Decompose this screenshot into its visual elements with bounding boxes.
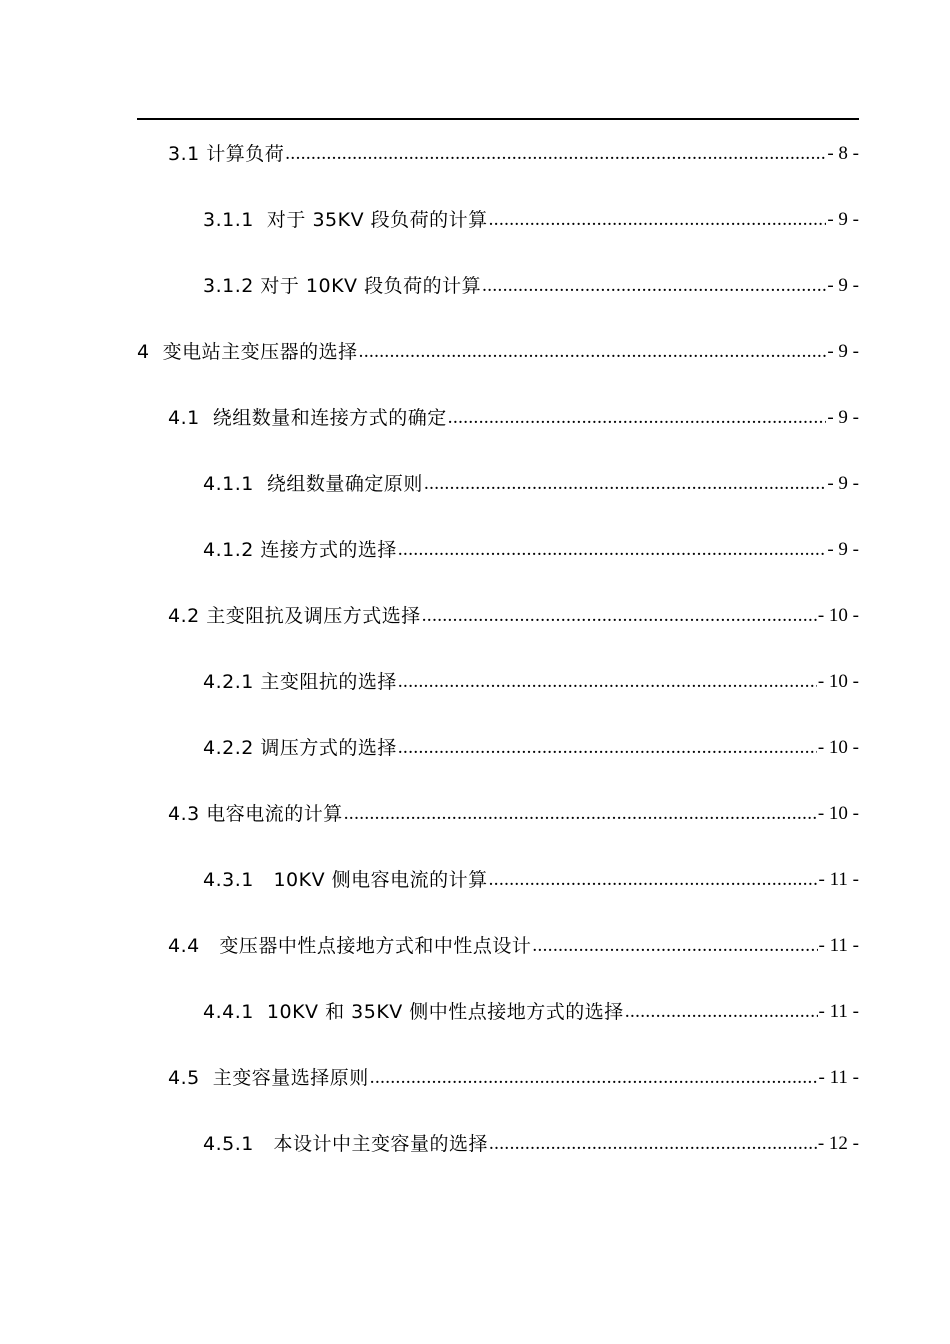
dot-leader [489,1132,817,1156]
toc-page-number: - 10 - [817,671,859,692]
toc-entry[interactable] [203,994,859,1024]
dot-leader [424,472,826,496]
dot-leader [448,406,827,430]
toc-entry[interactable] [203,202,859,232]
dot-leader [398,670,817,694]
toc-entry-title: 4.4.1 10KV 和 35KV 侧中性点接地方式的选择 [203,1001,624,1023]
dot-leader [482,274,826,298]
toc-entry-title: 4.5.1 本设计中主变容量的选择 [203,1133,488,1155]
toc-page-number: - 9 - [827,275,859,296]
toc-entry[interactable] [203,1126,859,1156]
toc-entry[interactable] [203,268,859,298]
dot-leader [398,538,826,562]
toc-entry[interactable] [168,598,859,628]
toc-entry-title: 4.3.1 10KV 侧电容电流的计算 [203,869,488,891]
toc-entry[interactable] [203,862,859,892]
toc-page-number: - 11 - [818,869,859,890]
toc-page-number: - 9 - [827,539,859,560]
toc-entry-title: 4 变电站主变压器的选择 [137,341,358,363]
toc-entry-title: 3.1 计算负荷 [168,143,285,165]
dot-leader [398,736,817,760]
toc-entry[interactable] [168,928,859,958]
dot-leader [359,340,827,364]
toc-entry-title: 4.4 变压器中性点接地方式和中性点设计 [168,935,532,957]
toc-entry-title: 4.2 主变阻抗及调压方式选择 [168,605,421,627]
toc-entry-title: 4.2.1 主变阻抗的选择 [203,671,397,693]
dot-leader [489,868,818,892]
toc-entry[interactable] [168,1060,859,1090]
toc-page-number: - 9 - [827,473,859,494]
dot-leader [625,1000,818,1024]
toc-page-number: - 9 - [827,341,859,362]
toc-entry-title: 4.3 电容电流的计算 [168,803,343,825]
toc-page-number: - 9 - [827,407,859,428]
toc-page-number: - 11 - [818,1001,859,1022]
toc-entry[interactable] [203,532,859,562]
toc-entry[interactable] [203,664,859,694]
toc-entry-title: 3.1.2 对于 10KV 段负荷的计算 [203,275,482,297]
toc-page-number: - 9 - [827,209,859,230]
header-rule [137,118,859,120]
dot-leader [285,142,826,166]
toc-entry[interactable] [203,730,859,760]
toc-entry[interactable] [168,400,859,430]
toc-page-number: - 8 - [827,143,859,164]
toc-entry-title: 4.1.2 连接方式的选择 [203,539,397,561]
dot-leader [489,208,827,232]
toc-entry-title: 4.1 绕组数量和连接方式的确定 [168,407,447,429]
toc-entry-title: 4.2.2 调压方式的选择 [203,737,397,759]
toc-page-number: - 10 - [817,737,859,758]
dot-leader [344,802,817,826]
toc-page-number: - 11 - [818,1067,859,1088]
toc-entry[interactable] [137,334,859,364]
dot-leader [370,1066,818,1090]
toc-entry[interactable] [203,466,859,496]
toc-entry-title: 3.1.1 对于 35KV 段负荷的计算 [203,209,488,231]
toc-page-number: - 12 - [817,1133,859,1154]
dot-leader [422,604,817,628]
toc-page-number: - 10 - [817,803,859,824]
toc-entry-title: 4.5 主变容量选择原则 [168,1067,369,1089]
toc-page-number: - 10 - [817,605,859,626]
toc-entry[interactable] [168,136,859,166]
toc-page-number: - 11 - [818,935,859,956]
dot-leader [532,934,817,958]
toc-entry-title: 4.1.1 绕组数量确定原则 [203,473,423,495]
toc-entry[interactable] [168,796,859,826]
